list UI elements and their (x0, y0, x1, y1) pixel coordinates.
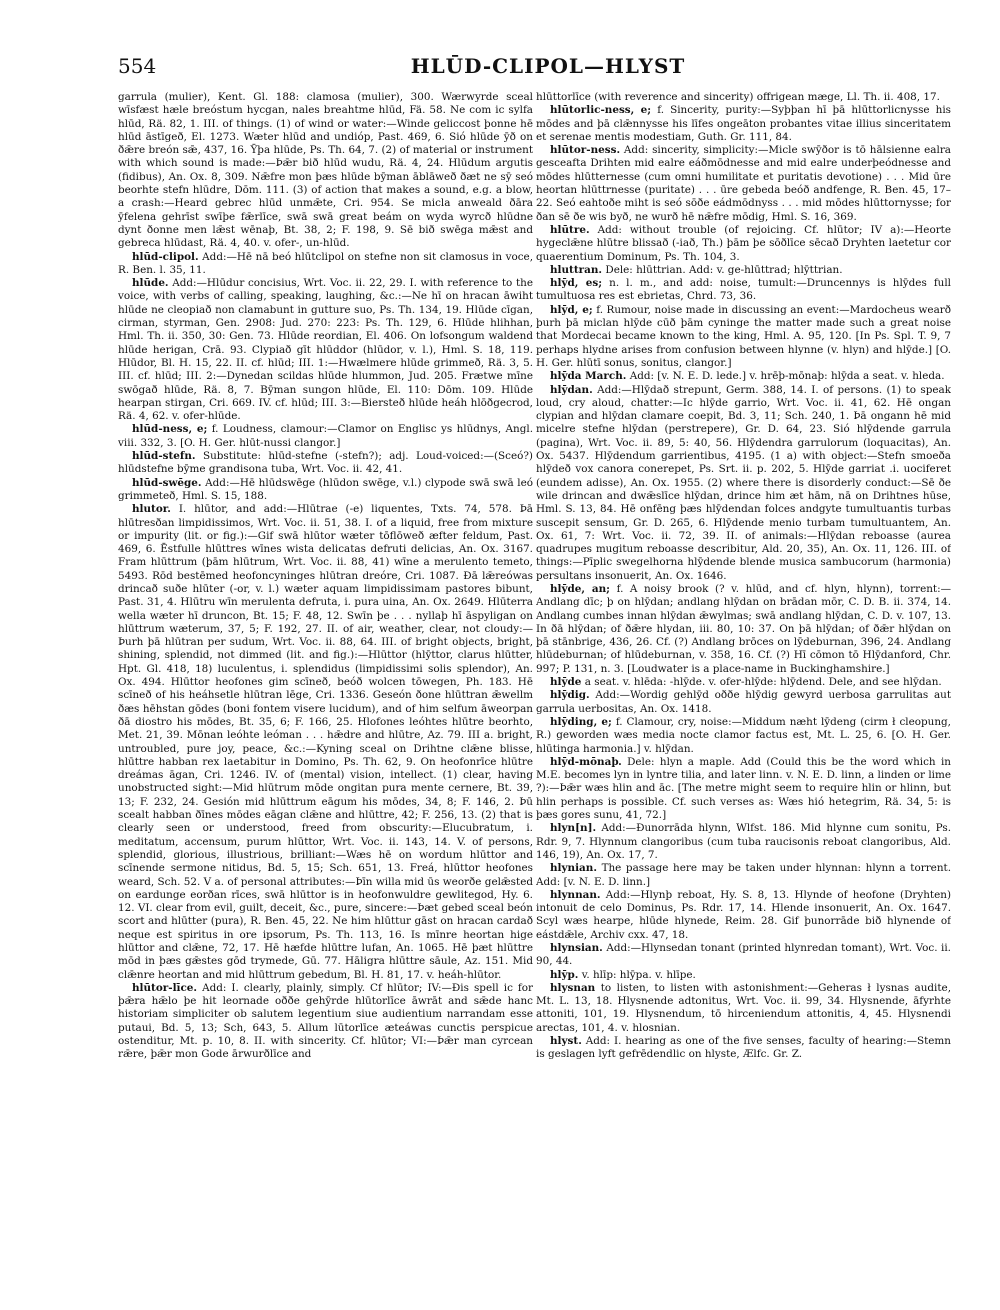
entry-headword: hlynsian. (550, 942, 603, 954)
entry-headword: hlȳdig. (550, 689, 590, 702)
dictionary-entry (536, 1035, 951, 1062)
dictionary-entry (536, 982, 951, 1035)
entry-headword: hlūd-clipol. (132, 250, 199, 263)
entry-headword: hlūtre. (550, 223, 590, 236)
entry-text: Add: [v. N. E. D. lede.] v. hrēþ-mōnaþ: hlȳda a seat. v. hleda. (629, 370, 945, 383)
dictionary-entry (536, 862, 951, 889)
entry-text: garrula (mulier), Kent. Gl. 188: clamosa (mulier), 300. Wærwyrde sceal wīsfæst hæle breóstum hycgan, nales breahtme hlūd, Fä. 58. Ne com ic sylfa hlūd, Rä. 82, 1. III. of things. (1) of wind or water:—Winde geliccost þonne hē hlūd āstīgeð, El. 1273. Wæter hlūd and undióp, Past. 469, 6. Sió hlūde ȳð on ðǣre breón sǣ, 437, 16. Ȳþa hlūde, Ps. Th. 64, 7. (2) of material or instrument with which sound is made:—Þǣr bið hlūd wudu, Rä. 4, 24. Hlūdum argutis (fidibus), An. Ox. 8, 309. Nǣfre mon þæs hlūde bȳman āblāweð ðæt ne sȳ seó beorhte stefn hlūdre, Dōm. 111. (3) of action that makes a sound, e.g. a blow, a crash:—Heard gebrec hlūd unmǣte, Cri. 954. Se micla anweald ðāra ȳfelena gehrīst swīþe fǣrlīce, swā swā great beám on wyda wyrcð hlūdne dynt ðonne men lǣst wēnaþ, Bt. 38, 2; F. 198, 9. Sē bið swēga mǣst and gebreca hlūdast, Rä. 4, 40. v. ofer-, un-hlūd. (118, 91, 533, 250)
entry-headword: hlȳd, es; (550, 277, 603, 290)
entry-text: Add:—Hlȳdað strepunt, Germ. 388, 14. I. of persons. (1) to speak loud, cry aloud, chatter:—Ic hlȳde garrio, Wrt. Voc. ii. 41, 62. Hē ongan clypian and hlȳdan clamare coepit, Bd. 3, 11; Sch. 240, 1. Þā ongann hē mid micelre stefne hlȳdan (perstrepere), Gr. D. 64, 23. Sió hlȳdende garrula (pagina), Wrt. Voc. ii. 89, 5: 40, 56. Hlȳdendra garrulorum (loquacitas), An. Ox. 5437. Hlȳdendum garrientibus, 4195. (1 a) with object:—Stefn smoeða hlȳdeð vox canora conerepet, Ps. Srt. ii. p. 202, 5. Hlȳde garriat .i. uociferet (eundem adisse), An. Ox. 1955. (2) where there is disorderly conduct:—Sē ðe wile drincan and dwǣslīce hlȳdan, drince him æt hām, nā on Drihtnes hūse, Hml. S. 13, 84. Hē onfēng þæs hlȳdendan folces andgyte tumultuantis turbas suscepit sensum, Gr. D. 265, 6. Hlȳdende menio turbam tumultuantem, An. Ox. 61, 7: Wrt. Voc. ii. 72, 39. II. of animals:—Hlȳdan reboasse (aurea quadrupes mugitum reboasse describitur, Ald. 20, 35), An. Ox. 11, 126. III. of things:—Pīplic swegelhorna hlȳdende blende musica sambucorum (harmonia) persultans insonuerit, An. Ox. 1646. (536, 383, 951, 582)
entry-text: hlūttorlīce (with reverence and sincerity) offrigean mæge, Ll. Th. ii. 408, 17. (536, 91, 940, 103)
entry-text: to listen, to listen with astonishment:—Geheras ł lysnas audite, Mt. L. 13, 18. Hlysnende adtonitus, Wrt. Voc. ii. 99, 34. Hlysnende, āfyrhte attoniti, 101, 19. Hlysnendum, tō hirceniendum attonitis, 4, 45. Hlysnendi arectas, 101, 4. v. hlosnian. (536, 981, 951, 1034)
entry-text: Add: I. hearing as one of the five senses, faculty of hearing:—Stemn is geslagen lyft gefrēdendlic on hlyste, Ælfc. Gr. Z. (536, 1035, 951, 1061)
dictionary-entry (118, 251, 533, 278)
entry-headword: hlȳp. (550, 968, 579, 981)
dictionary-entry (536, 144, 951, 224)
entry-text: f. Clamour, cry, noise:—Middum næht lȳdeng (cirm ł cleopung, R.) geworden wæs media nocte clamor factus est, Mt. L. 25, 6. [O. H. Ger. hlūtinga harmonia.] v. hlȳdan. (536, 715, 951, 755)
entry-headword: hlyn[n]. (550, 822, 597, 835)
dictionary-entry (536, 756, 951, 822)
dictionary-entry (118, 477, 533, 504)
entry-headword: hlūtorlic-ness, e; (550, 104, 652, 117)
entry-text: Add:—Hē hlūdswēge (hlūdon swēge, v.l.) clypode swā swā leó grimmeteð, Hml. S. 15, 188. (118, 476, 533, 502)
entry-text: Add:—Hē nā beó hlūtclipol on stefne non sit clamosus in voce, R. Ben. l. 35, 11. (118, 250, 533, 276)
entry-headword: hluttran. (550, 263, 603, 276)
right-column (536, 91, 951, 1301)
entry-text: f. Sincerity, purity:—Syþþan hī þā hlūttorlicnysse his mōdes and þā clǣnnysse his līfes ongeāton probantes vitae illius sinceritatem et serenae mentis modestiam, Guth. Gr. 111, 84. (536, 104, 951, 143)
entry-headword: hlūd-stefn. (132, 450, 196, 463)
entry-text: Substitute: hlūd-stefne (-stefn?); adj. Loud-voiced:—(Sceó?) hlūdstefne bȳme grandisona tuba, Wrt. Voc. ii. 42, 41. (118, 450, 533, 476)
entry-headword: hlȳde, an; (550, 582, 611, 595)
entry-text: Add:—Hlūdur concisius, Wrt. Voc. ii. 22, 29. I. with reference to the voice, with verbs of calling, speaking, laughing, &c.:—Ne hī on hracan āwiht hlūde ne cleopiað non clamabunt in gutture suo, Ps. Th. 134, 19. Hlūde cīgan, cirman, styrman, Gen. 2908: Jud. 270: 223: Ps. Th. 129, 6. Hlūde hlihhan, Hml. Th. ii. 350, 30: Gen. 73. Hlūde reordian, El. 406. On lofsongum waldend hlūde herigan, Crā. 93. Clypiað gīt hlūddor (hlūdor, v. l.), Hml. S. 18, 119. Hlūdor, Bl. H. 15, 22. II. cf. hlūd; III. 1:—Hwælmere hlūde grimmeð, Rä. 3, 5. III. cf. hlūd; III. 2:—Dynedan scildas hlūde hlummon, Jud. 205. Frætwe mīne swōgað hlūde, Rä. 8, 7. Bȳman sungon hlūde, El. 110: Dōm. 109. Hlūde hearpan stirgan, Cri. 669. IV. cf. hlūd; III. 3:—Biersteð hlūde heáh hlōðgecrod, Rä. 4, 62. v. ofer-hlūde. (118, 277, 533, 423)
entry-text: I. hlūtor, and add:—Hlūtrae (-e) liquentes, Txts. 74, 578. Þā hlūtresðan limpidissimos, Wrt. Voc. ii. 51, 38. I. of a liquid, free from mixture or impurity (lit. or fig.):—Gif swā hlūtor wæter tōflōweð æfter feldum, Past. 469, 6. Ēstfulle hlūttres wīnes wista delicatas defruti delicias, An. Ox. 3167. Fram hlūttrum (þām hlūtrum, Wrt. Voc. ii. 88, 41) wīne a merulento temeto, 5493. Rōd bestēmed heofoncyninges hlūtran dreóre, Cri. 1087. Ðā lǣreówas drincað suðe hlūter (-or, v. l.) wæter aquam limpidissimam pastores bibunt, Past. 31, 4. Hlūtru wīn merulenta defruta, i. pura uina, An. Ox. 2649. Hlūterra wella wæter hī druncon, Bt. 15; F. 48, 12. Swīn þe . . . nyllaþ hī āspyligan on hlūttrum wæterum, 37, 5; F. 192, 27. II. of air, weather, clear, not cloudy:—Þurh þā hlūtran per sudum, Wrt. Voc. ii. 88, 64. III. of bright objects, bright, shining, splendid, not dimmed (lit. and fig.):—Hlūttor (hlȳttor, clarus hlūtter, Hpt. Gl. 418, 18) luculentus, i. splendidus (limpidissimi solis splendor), An. Ox. 494. Hlūttor heofones gim scīneð, beóð wolcen tōwegen, Ph. 183. Hē scīneð of his heáhsetle hlūtran lēge, Cri. 1336. Geseón ðone hlūttran ǣwellm ðæs hēhstan gōdes (boni fontem visere lucidum), and of him selfum āweorpan ðā diostro his mōdes, Bt. 35, 6; F. 166, 25. Hlofones leóhtes hlūtre beorhto, Met. 21, 39. Mōnan leóhte leóman . . . hǣdre and hlūtre, Az. 79. III a. bright, untroubled, pure joy, peace, &c.:—Kyning sceal on Drihtne clǣne blisse, hlūttre habban rex laetabitur in Domino, Ps. Th. 62, 9. On heofonrīce hlūtre dreámas āgan, Cri. 1246. IV. of (mental) vision, intellect. (1) clear, having unobstructed sight:—Mid hlūtrum mōde ongitan pura mente cernere, Bt. 39, 13; F. 232, 24. Gesión mid hlūttrum eāgum his mōdes, 34, 8; F. 146, 2. Þū scealt habban ðīnes mōdes eāgan clǣne and hlūttre, 42; F. 256, 13. (2) that is clearly seen or understood, freed from obscurity:—Elucubratum, i. meditatum, accensum, purum hlūttor, Wrt. Voc. ii. 143, 14. V. of persons, splendid, glorious, illustrious, brilliant:—Wæs hē on wordum hlūttor and scīnende sermone nitidus, Bd. 5, 15; Sch. 651, 13. Freá, hlūttor heofones weard, Sch. 52. V a. of personal attributes:—Þīn willa mid ūs weorðe gelǣsted on eardunge eorðan rīces, swā hlūttor is in heofonwuldre gewlitegod, Hy. 6. 12. VI. clear from evil, guilt, deceit, &c., pure, sincere:—Þæt gebed sceal beón scort and hlūtter (pura), R. Ben. 45, 22. Ne him hlūttur gāst on hracan cardað neque est spiritus in ore ipsorum, Ps. Th. 113, 16. Is mīnre heortan hige hlūttor and clǣne, 72, 17. Hē hæfde hlūttre lufan, An. 1065. Hē þæt hlūttre mōd in þæs gǣstes gōd trymede, Gū. 77. Hāligra hlūttre sāule, Az. 151. Mid clǣnre heortan and mid hlūttrum gebedum, Bl. H. 81, 17. v. heáh-hlūtor. (118, 503, 533, 981)
entry-headword: hlutor. (132, 503, 171, 516)
dictionary-entry (536, 969, 951, 982)
entry-headword: hlȳde (550, 676, 582, 689)
running-head: HLŪD-CLIPOL—HLYST (410, 54, 686, 78)
dictionary-entry (536, 942, 951, 969)
dictionary-entry (536, 889, 951, 942)
entry-headword: hlȳding, e; (550, 715, 612, 728)
entry-headword: hlūd-ness, e; (132, 423, 208, 436)
entry-text: a seat. v. hlēda: -hlȳde. v. ofer-hlȳde: hlȳdend. Dele, and see hlȳdan. (584, 676, 942, 689)
dictionary-entry (118, 277, 533, 423)
entry-text: Dele: hlyn a maple. Add (Could this be the word which in M.E. becomes lyn in lyntre tilia, and later linn. v. N. E. D. linn, a linden or lime ?):—Þǣr wæs hlin and āc. [The metre might seem to require hlin or hlinn, but hlin perhaps is possible. Cf. such verses as: Wæs hió hetegrim, Rä. 34, 5: is þæs gores sunu, 41, 72.] (536, 755, 951, 822)
dictionary-entry (536, 583, 951, 676)
dictionary-entry (118, 503, 533, 982)
page-header (118, 54, 978, 80)
entry-text: f. Loudness, clamour:—Clamor on Englisc ys hlūdnys, Angl. viii. 332, 3. [O. H. Ger. hlūt-nussi clangor.] (118, 423, 533, 449)
entry-headword: hlūd-swēge. (132, 476, 202, 489)
entry-text: Add:—Hlynsedan tonant (printed hlynredan tomant), Wrt. Voc. ii. 90, 44. (536, 942, 951, 968)
entry-headword: hlysnan (550, 981, 596, 994)
entry-text: f. Rumour, noise made in discussing an event:—Mardocheus wearð þurh þā miclan hlȳde cūð þām cyninge the matter made such a great noise that Mordecai became known to the king, Hml. A. 95, 120. [In Ps. Spl. T. 9, 7 perhaps hlydne arises from confusion between hlynne (v. hlyn) and hlȳde.] [O. H. Ger. hlūtī sonus, sonitus, clangor.] (536, 303, 951, 369)
left-column (118, 91, 533, 1301)
dictionary-entry (536, 676, 951, 689)
entry-headword: hlūtor-līce. (132, 981, 198, 994)
entry-headword: hlȳd-mōnaþ. (550, 755, 622, 768)
dictionary-entry (536, 264, 951, 277)
entry-text: Add:—Ðunorrāda hlynn, Wlfst. 186. Mid hlynne cum sonitu, Ps. Rdr. 9, 7. Hlynnum clangoribus (cum tuba raucisonis reboat clangoribus, Ald. 146, 19), An. Ox. 17, 7. (536, 822, 951, 861)
entry-text: Add:—Hlynþ reboat, Hy. S. 8, 13. Hlynde of heofone (Dryhten) intonuit de celo Dominus, Ps. Rdr. 17, 14. Hlende insonuerit, An. Ox. 1647. Scyl wæs hearpe, hlūde hlynede, Reim. 28. Gif þunorrāde bið hlynende of eástdǣle, Archiv cxx. 47, 18. (536, 888, 951, 941)
entry-text: Dele: hlūttrian. Add: v. ge-hlūttrad; hlȳttrian. (605, 263, 843, 276)
dictionary-entry (536, 104, 951, 144)
page-number: 554 (118, 54, 157, 78)
entry-headword: hlūtor-ness. (550, 144, 621, 157)
dictionary-entry (536, 370, 951, 383)
dictionary-entry (536, 304, 951, 370)
entry-text: f. A noisy brook (? v. hlūd, and cf. hlyn, hlynn), torrent:—Andlang dīc; þ on hlȳdan; andlang hlȳdan on brādan mōr, C. D. B. ii. 374, 14. Andlang cumbes innan hlȳdan ǣwylmas; swā andlang hlȳdan, C. D. v. 107, 13. In ðā hlȳdan; of ðǣre hlydan, iii. 80, 10: 37. On þā hlȳdan; of ðǣr hlȳdan on þā stānbrige, 436, 26. Cf. (?) Andlang brōces on lȳdeburnan, 396, 24. Andlang hlūdeburnan; of hlūdeburnan, v. 358, 16. Cf. (?) Hī cōmon tō Hlȳdanford, Chr. 997; P. 131, n. 3. [Loudwater is a place-name in Buckinghamshire.] (536, 582, 951, 675)
entry-headword: hlȳda March. (550, 370, 627, 383)
dictionary-entry (536, 277, 951, 304)
dictionary-entry (118, 982, 533, 1062)
entry-text: Add:—Wordig gehlȳd oððe hlȳdig gewyrd uerbosa garrulitas aut garrula uerbositas, An. Ox. 1418. (536, 689, 951, 715)
entry-text: Add: without trouble (of rejoicing. Cf. hlūtor; IV a):—Heorte hygeclǣne hlūtre blissað (-iað, Th.) þām þe sōðlīce sēcað Dryhten laetetur cor quaerentium Dominum, Ps. Th. 104, 3. (536, 223, 951, 263)
dictionary-entry (118, 450, 533, 477)
dictionary-entry (536, 91, 951, 104)
entry-headword: hlynian. (550, 862, 597, 875)
dictionary-entry (536, 822, 951, 862)
dictionary-entry (536, 716, 951, 756)
entry-headword: hlȳd, e; (550, 303, 593, 316)
entry-text: Add: I. clearly, plainly, simply. Cf hlūtor; IV:—Ðis spell ic for þǣra hǣlo þe hit leornade oððe gehȳrde hlūtorlīce āwrāt and sǣde hanc historiam simpliciter ob salutem legentium siue audientium narrandam esse putaui, Bd. 5, 13; Sch, 643, 5. Allum lūtorlīce æteáwas cunctis perspicue ostenditur, Mt. p. 10, 8. II. with sincerity. Cf. hlūtor; VI:—Þǣr man cyrcean rǣre, þǣr mon Gode ārwurðlīce and (118, 981, 533, 1061)
entry-headword: hlyst. (550, 1035, 582, 1048)
dictionary-entry (536, 384, 951, 583)
dictionary-entry (536, 689, 951, 716)
entry-text: The passage here may be taken under hlynnan: hlynn a torrent. Add: [v. N. E. D. linn.] (536, 862, 951, 888)
entry-headword: hlynnan. (550, 888, 601, 901)
dictionary-entry (118, 91, 533, 251)
entry-text: n. l. m., and add: noise, tumult:—Druncennys is hlȳdes full tumultuosa res est ebrietas, Chrd. 73, 36. (536, 277, 951, 303)
dictionary-entry (118, 423, 533, 450)
entry-text: Add: sincerity, simplicity:—Micle swȳðor is tō hālsienne ealra gesceafta Drihten mid ealre eáðmōdnesse and mid ealre underþeódnesse and mōdes hlūtternesse (cum omni humilitate et puritatis devotione) . . . Mid ūre heortan hlūttrnesse (puritate) . . . ūre gebeda beóð andfenge, R. Ben. 45, 17–22. Seó eahtoðe miht is seó sōðe eádmōdnyss . . . mid mōdes hlūttornysse; for ðan sē ðe wis byð, ne wurð hē nǣfre mōdig, Hml. S. 16, 369. (536, 144, 951, 223)
dictionary-entry (536, 224, 951, 264)
entry-text: v. hlīp: hlȳpa. v. hlīpe. (581, 968, 696, 981)
entry-headword: hlȳdan. (550, 383, 593, 396)
entry-headword: hlūde. (132, 277, 169, 290)
